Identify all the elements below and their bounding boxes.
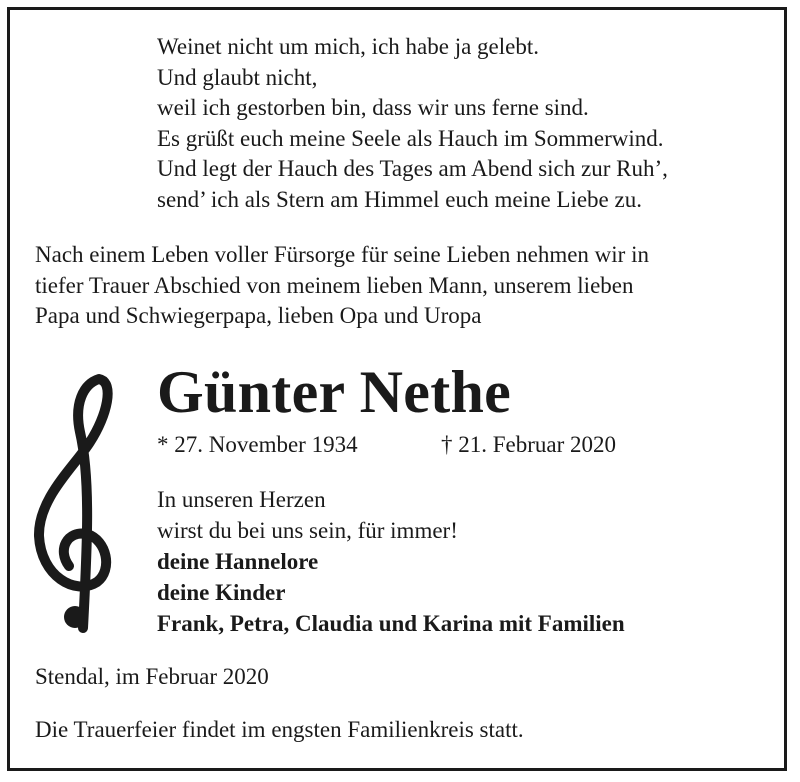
funeral-note: Die Trauerfeier findet im engsten Familienkreis statt. [35,717,524,742]
poem [157,32,668,215]
poem-line: send’ ich als Stern am Himmel euch meine Liebe zu. [157,186,642,212]
closing-block [157,484,625,639]
poem-line: Und glaubt nicht, [157,64,318,90]
death-date: † 21. Februar 2020 [441,432,617,457]
poem-line: Weinet nicht um mich, ich habe ja gelebt. [157,34,539,59]
deceased-name: Günter Nethe [157,359,512,425]
signature-line: deine Kinder [157,580,286,605]
intro-line: tiefer Trauer Abschied von meinem lieben Mann, unserem lieben [35,272,634,298]
intro-paragraph [35,240,649,332]
poem-line: weil ich gestorben bin, dass wir uns ferne sind. [157,95,589,120]
closing-line: wirst du bei uns sein, für immer! [157,518,458,543]
signature-line: Frank, Petra, Claudia und Karina mit Familien [157,611,625,636]
poem-line: Es grüßt euch meine Seele als Hauch im Sommerwind. [157,125,664,151]
birth-date: * 27. November 1934 [157,432,358,457]
intro-line: Papa und Schwiegerpapa, lieben Opa und Uropa [35,303,482,328]
signature-line: deine Hannelore [157,549,319,574]
treble-clef-icon [33,370,113,635]
place-date: Stendal, im Februar 2020 [35,664,269,689]
intro-line: Nach einem Leben voller Fürsorge für seine Lieben nehmen wir in [35,242,649,267]
closing-line: In unseren Herzen [157,487,326,512]
poem-line: Und legt der Hauch des Tages am Abend sich zur Ruh’, [157,156,668,181]
